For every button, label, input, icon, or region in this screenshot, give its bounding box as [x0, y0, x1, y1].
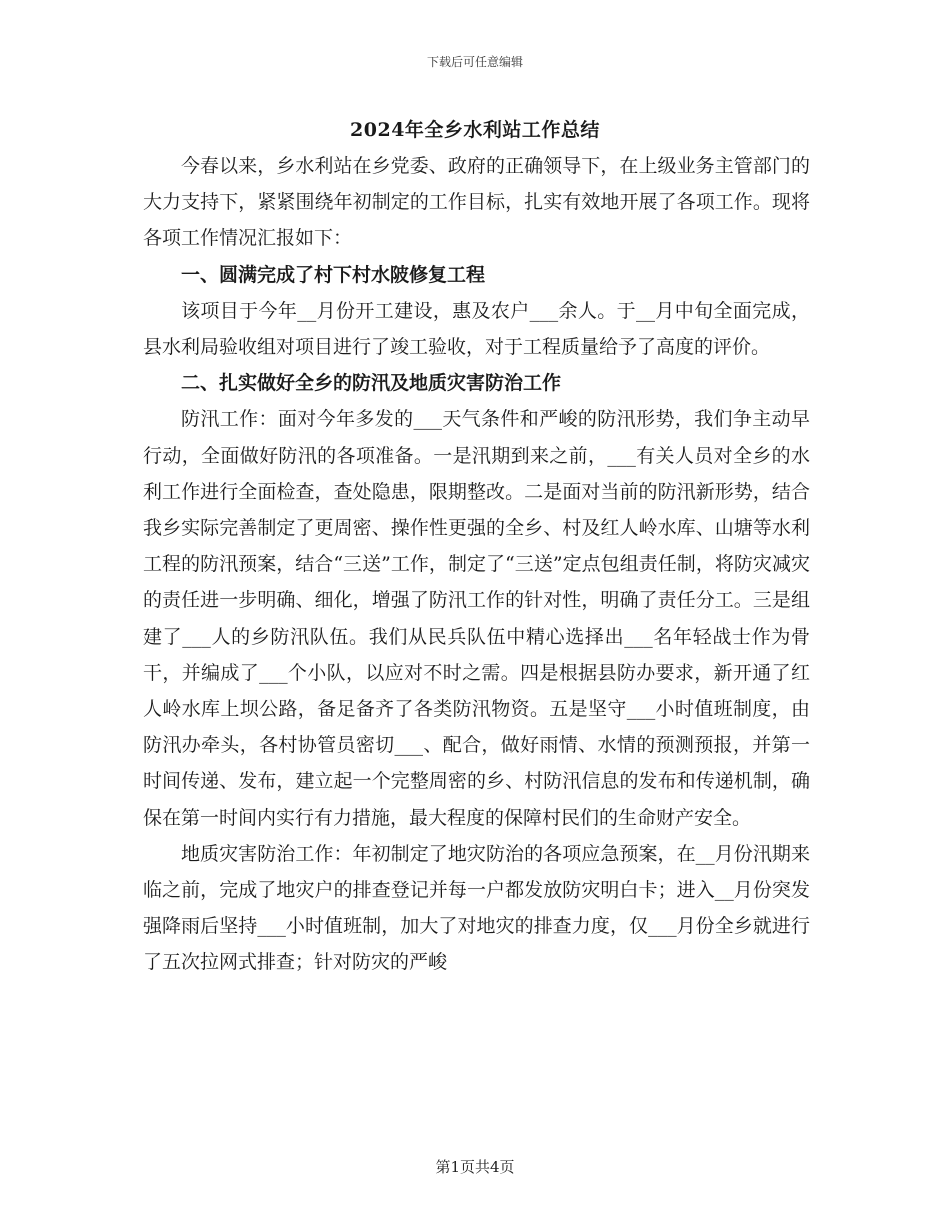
- paragraph-flood-control: 防汛工作：面对今年多发的___天气条件和严峻的防汛形势，我们争主动早行动，全面做好防汛的各项准备。一是汛期到来之前，___有关人员对全乡的水利工作进行全面检查，查处隐患，限期整改。二是面对当前的防汛新形势，结合我乡实际完善制定了更周密、操作性更强的全乡、村及红人岭水库、山塘等水利工程的防汛预案，结合“三送”工作，制定了“三送”定点包组责任制，将防灾减灾的责任进一步明确、细化，增强了防汛工作的针对性，明确了责任分工。三是组建了___人的乡防汛队伍。我们从民兵队伍中精心选择出___名年轻战士作为骨干，并编成了___个小队，以应对不时之需。四是根据县防办要求，新开通了红人岭水库上坝公路，备足备齐了各类防汛物资。五是坚守___小时值班制度，由防汛办牵头，各村协管员密切___、配合，做好雨情、水情的预测预报，并第一时间传递、发布，建立起一个完整周密的乡、村防汛信息的发布和传递机制，确保在第一时间内实行有力措施，最大程度的保障村民们的生命财产安全。: [143, 408, 810, 829]
- paragraph-intro: 今春以来，乡水利站在乡党委、政府的正确领导下，在上级业务主管部门的大力支持下，紧紧围绕年初制定的工作目标，扎实有效地开展了各项工作。现将各项工作情况汇报如下：: [143, 155, 810, 250]
- paragraph-project: 该项目于今年__月份开工建设，惠及农户___余人。于__月中旬全面完成，县水利局验收组对项目进行了竣工验收，对于工程质量给予了高度的评价。: [143, 299, 810, 359]
- paragraph-geo-hazard: 地质灾害防治工作：年初制定了地灾防治的各项应急预案，在__月份汛期来临之前，完成了地灾户的排查登记并每一户都发放防灾明白卡；进入__月份突发强降雨后坚持___小时值班制，加大了对地灾的排查力度，仅___月份全乡就进行了五次拉网式排查；针对防灾的严峻: [143, 842, 810, 974]
- section-heading-2: 二、扎实做好全乡的防汛及地质灾害防治工作: [181, 372, 562, 395]
- document-body: [143, 148, 810, 981]
- page-footer: 第1页共4页: [435, 1158, 515, 1176]
- header-note: 下载后可任意编辑: [426, 55, 523, 69]
- section-heading-1: 一、圆满完成了村下村水陂修复工程: [181, 263, 486, 286]
- document-title: 2024年全乡水利站工作总结: [350, 119, 600, 141]
